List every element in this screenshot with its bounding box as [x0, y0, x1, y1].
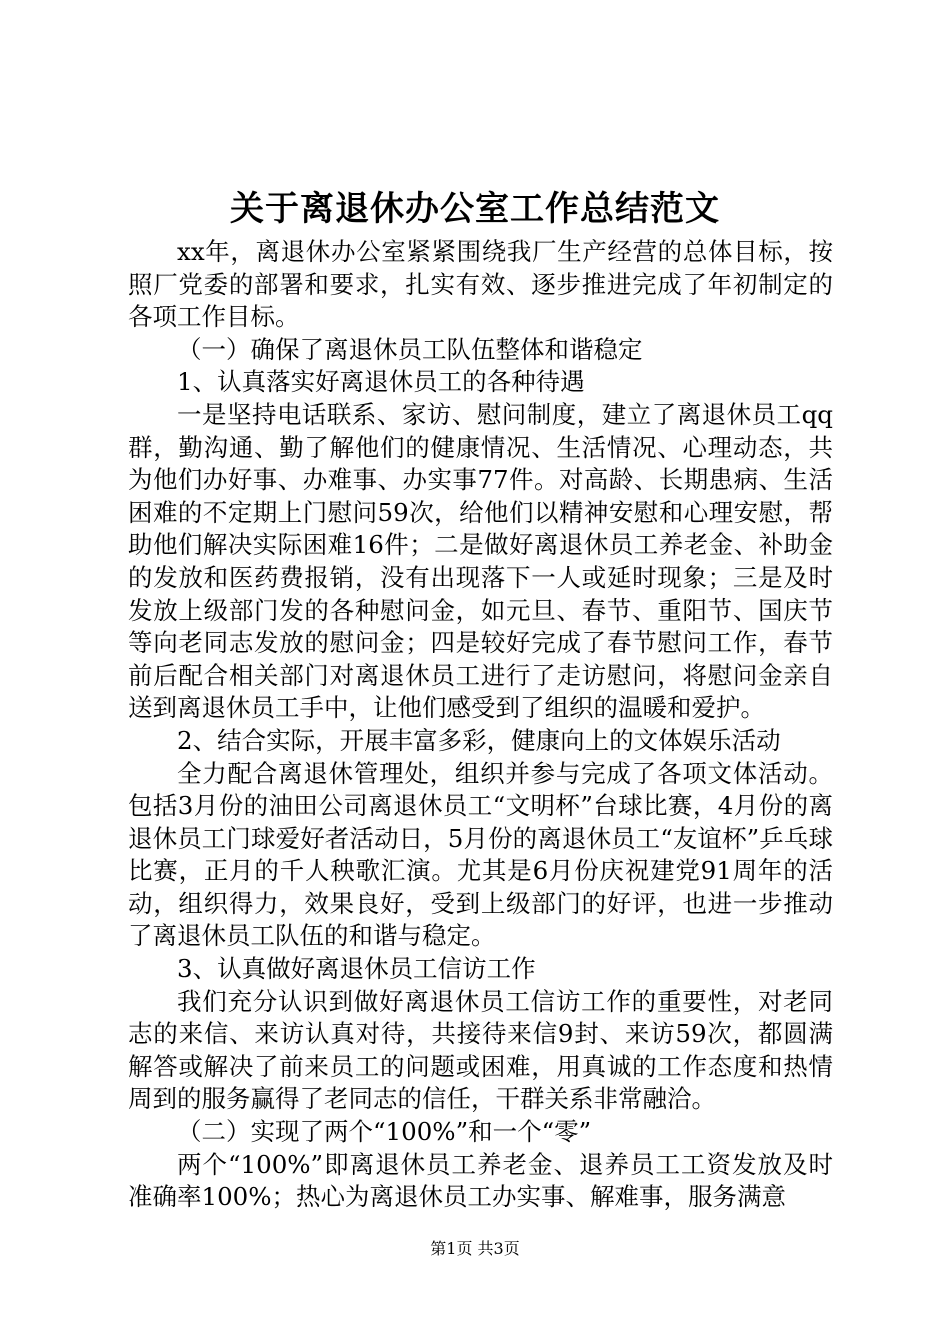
subheading-1: 1、认真落实好离退休员工的各种待遇	[177, 367, 585, 397]
subheading-3: 3、认真做好离退休员工信访工作	[177, 954, 536, 984]
paragraph-intro: xx年，离退休办公室紧紧围绕我厂生产经营的总体目标，按照厂党委的部署和要求，扎实有效、逐步推进完成了年初制定的各项工作目标。	[128, 237, 833, 332]
paragraph-activities: 全力配合离退休管理处，组织并参与完成了各项文体活动。包括3月份的油田公司离退休员工“文明杯”台球比赛，4月份的离退休员工门球爱好者活动日，5月份的离退休员工“友谊杯”乒乓球比赛，正月的千人秧歌汇演。尤其是6月份庆祝建党91周年的活动，组织得力，效果良好，受到上级部门的好评，也进一步推动了离退休员工队伍的和谐与稳定。	[128, 758, 833, 951]
subheading-2: 2、结合实际，开展丰富多彩，健康向上的文体娱乐活动	[177, 725, 781, 755]
section-heading-1: （一）确保了离退休员工队伍整体和谐稳定	[177, 334, 643, 364]
paragraph-petitions: 我们充分认识到做好离退休员工信访工作的重要性，对老同志的来信、来访认真对待，共接待来信9封、来访59次，都圆满解答或解决了前来员工的问题或困难，用真诚的工作态度和热情周到的服务赢得了老同志的信任，干群关系非常融洽。	[128, 986, 833, 1114]
document-title: 关于离退休办公室工作总结范文	[230, 189, 720, 229]
page-footer: 第1页 共3页	[430, 1239, 520, 1258]
paragraph-achievements: 两个“100%”即离退休员工养老金、退养员工工资发放及时准确率100%；热心为离退休员工办实事、解难事，服务满意	[128, 1149, 833, 1212]
document-body	[128, 236, 833, 1214]
section-heading-2: （二）实现了两个“100%”和一个“零”	[177, 1117, 592, 1147]
paragraph-benefits: 一是坚持电话联系、家访、慰问制度，建立了离退休员工qq群，勤沟通、勤了解他们的健康情况、生活情况、心理动态，共为他们办好事、办难事、办实事77件。对高龄、长期患病、生活困难的不定期上门慰问59次，给他们以精神安慰和心理安慰，帮助他们解决实际困难16件；二是做好离退休员工养老金、补助金的发放和医药费报销，没有出现落下一人或延时现象；三是及时发放上级部门发的各种慰问金，如元旦、春节、重阳节、国庆节等向老同志发放的慰问金；四是较好完成了春节慰问工作，春节前后配合相关部门对离退休员工进行了走访慰问，将慰问金亲自送到离退休员工手中，让他们感受到了组织的温暖和爱护。	[128, 399, 833, 723]
